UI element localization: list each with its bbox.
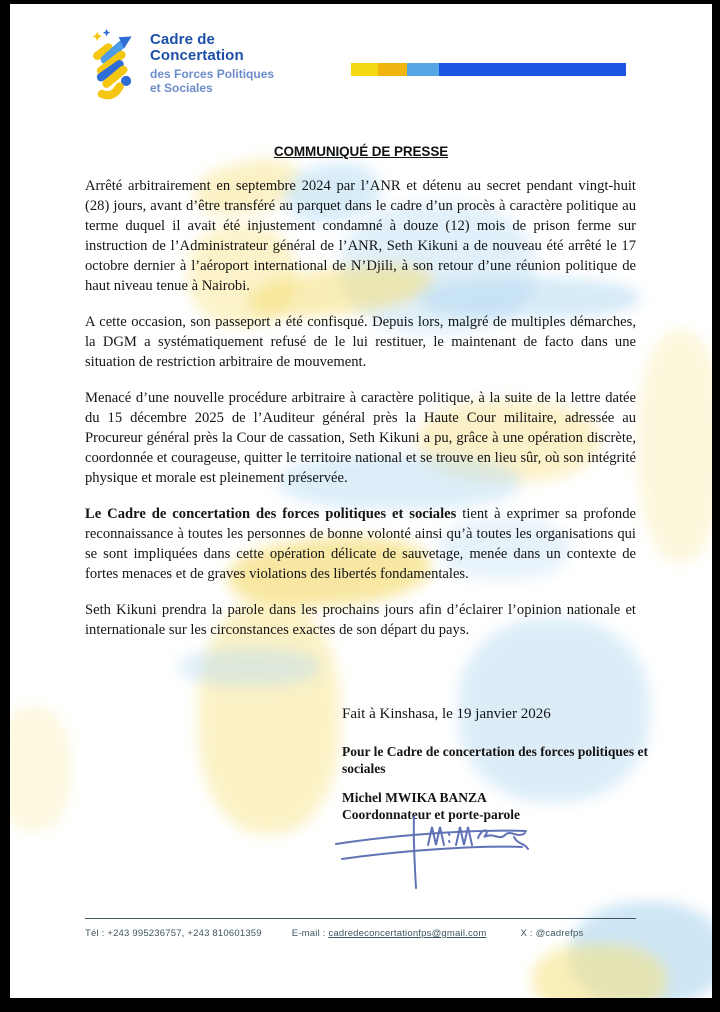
paragraph-4 [85,504,636,584]
org-name-line4: et Sociales [150,80,213,95]
bar-segment-lightblue [407,63,439,76]
footer-divider [85,918,636,919]
document-body [85,176,636,656]
paragraph-5: Seth Kikuni prendra la parole dans les prochains jours afin d’éclairer l’opinion nationale et internationale sur les circonstances exactes de son départ du pays. [85,602,636,638]
org-name-line2: Concertation [150,47,244,64]
bar-segment-gold [378,63,407,76]
signatory-name: Michel MWIKA BANZA [342,790,487,805]
dateline: Fait à Kinshasa, le 19 janvier 2026 [342,706,551,722]
footer-phone: Tél : +243 995236757, +243 810601359 [85,928,262,939]
org-logo [88,26,274,108]
star-icon [93,32,102,41]
paragraph-2: A cette occasion, son passeport a été confisqué. Depuis lors, malgré de multiples démarches, la DGM a systématiquement refusé de le lui restituer, le maintenant de facto dans une situation de restriction arbitraire de mouvement. [85,314,636,370]
signatory-title: Coordonnateur et porte-parole [342,806,520,822]
closing-block [342,704,648,823]
footer-email-link[interactable]: cadredeconcertationfps@gmail.com [328,928,487,939]
paragraph-1: Arrêté arbitrairement en septembre 2024 par l’ANR et détenu au secret pendant vingt-huit (28) jours, avant d’être transféré au parquet dans le cadre d’un procès à caractère politique au terme duquel il avait été injustement condamné à douze (12) mois de prison ferme sur instruction de l’Administrateur général de l’ANR, Seth Kikuni a de nouveau été arrêté le 17 octobre dernier à l’aéroport international de N’Djili, à son retour d’une réunion politique de haut niveau tenue à Nairobi. [85,178,636,294]
star-icon [103,29,110,36]
paragraph-4-rest: tient à exprimer sa profonde reconnaissance à toutes les personnes de bonne volonté ainsi qu’à toutes les organisations qui se sont impliquées dans cette opération délicate de sauvetage, menée dans un contexte de fortes menaces et de graves violations des libertés fondamentales. [85,506,637,582]
helix-ribbon-logo-icon [88,26,140,108]
footer-contact-row [85,928,645,939]
paragraph-3: Menacé d’une nouvelle procédure arbitraire à caractère politique, à la suite de la lettre datée du 15 décembre 2025 de l’Auditeur général près la Haute Cour militaire, adressée au Procureur général près la Cour de cassation, Seth Kikuni a pu, grâce à une opération discrète, coordonnée et courageuse, quitter le territoire national et se trouve en lieu sûr, où son intégrité physique et morale est pleinement préservée. [85,390,636,486]
footer-email-label: E-mail : [291,928,329,939]
org-name-line1: Cadre de [150,31,215,48]
paragraph-4-bold-lead: Le Cadre de concertation des forces politiques et sociales [85,506,457,522]
on-behalf-line: Pour le Cadre de concertation des forces politiques et sociales [342,744,648,776]
footer-x-handle: X : @cadrefps [520,928,584,939]
bar-segment-yellow [351,63,378,76]
handwritten-signature [328,814,538,892]
header-color-bar [351,63,626,76]
bar-segment-blue [439,63,626,76]
footer-email-group [292,928,487,939]
document-page [10,4,712,998]
document-title: COMMUNIQUÉ DE PRESSE [273,144,449,159]
org-name-line3: des Forces Politiques [150,67,275,81]
